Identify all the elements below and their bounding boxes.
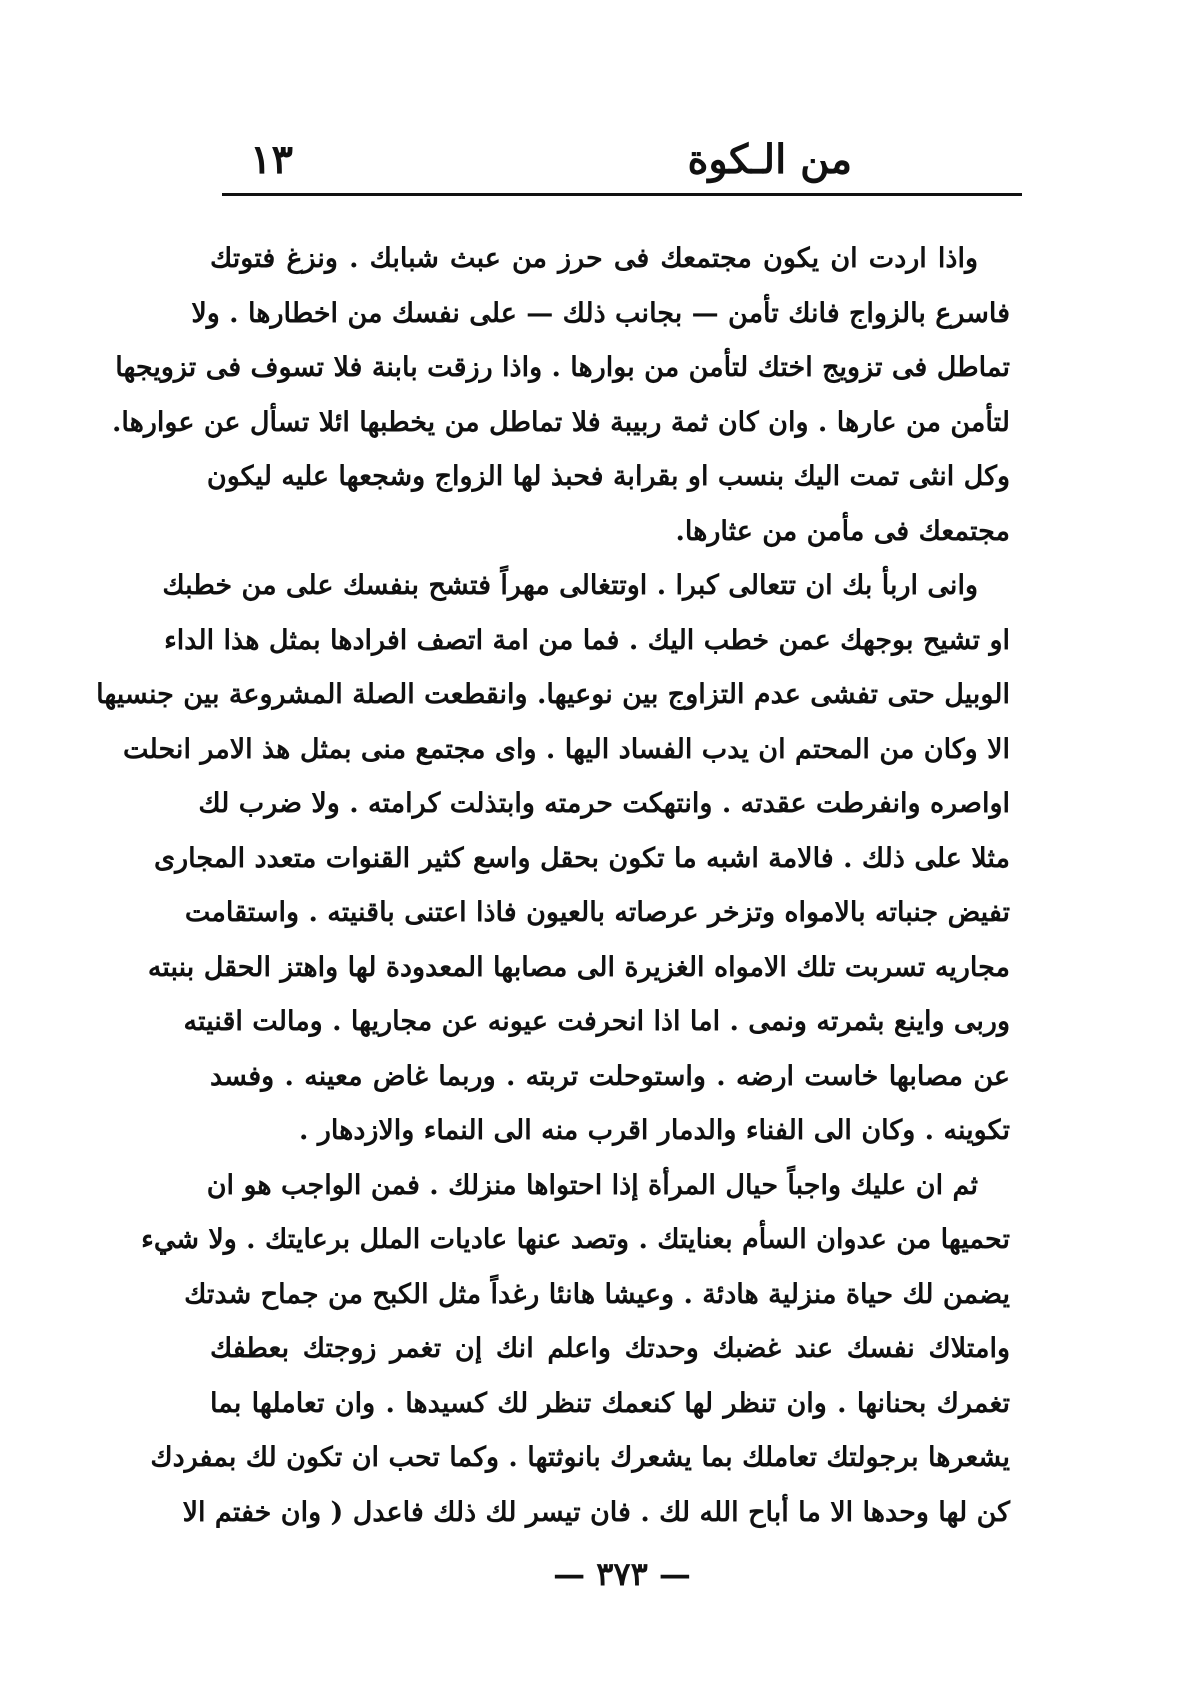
body-text [96, 232, 1010, 1540]
text-line: وكل انثى تمت اليك بنسب او بقرابة فحبذ لها الزواج وشجعها عليه ليكون [206, 461, 1010, 492]
page-header [222, 132, 1022, 188]
text-line: الوبيل حتى تفشى عدم التزاوج بين نوعيها. وانقطعت الصلة المشروعة بين جنسيها [96, 679, 1010, 710]
text-line: وربى واينع بثمرته ونمى . اما اذا انحرفت عيونه عن مجاريها . ومالت اقنيته [183, 1006, 1010, 1037]
text-line: فاسرع بالزواج فانك تأمن — بجانب ذلك — على نفسك من اخطارها . ولا [191, 297, 1010, 329]
text-line: لتأمن من عارها . وان كان ثمة ربيبة فلا تماطل من يخطبها ائلا تسأل عن عوارها. [111, 406, 1010, 438]
paragraph-2 [96, 559, 1010, 1159]
text-line: اواصره وانفرطت عقدته . وانتهكت حرمته وابتذلت كرامته . ولا ضرب لك [198, 788, 1010, 819]
text-line: واذا اردت ان يكون مجتمعك فى حرز من عبث شبابك . ونزغ فتوتك [210, 243, 978, 274]
text-line: تماطل فى تزويج اختك لتأمن من بوارها . واذا رزقت بابنة فلا تسوف فى تزويجها [115, 352, 1010, 383]
text-line: تغمرك بحنانها . وان تنظر لها كنعمك تنظر لك كسيدها . وان تعاملها بما [210, 1387, 1010, 1419]
text-line: وانى اربأ بك ان تتعالى كبرا . اوتتغالى مهراً فتشح بنفسك على من خطبك [162, 570, 978, 601]
footer-page-number: — ٣٧٣ — [553, 1555, 691, 1593]
text-line: وامتلاك نفسك عند غضبك وحدتك واعلم انك إن تغمر زوجتك بعطفك [210, 1333, 1010, 1364]
text-line: يضمن لك حياة منزلية هادئة . وعيشا هانئا رغداً مثل الكبح من جماح شدتك [184, 1278, 1010, 1310]
text-line: مجتمعك فى مأمن من عثارها. [675, 515, 1010, 547]
paragraph-3 [141, 1159, 1010, 1541]
text-line: تحميها من عدوان السأم بعنايتك . وتصد عنها عاديات الملل برعايتك . ولا شيء [141, 1224, 1010, 1255]
header-rule [222, 193, 1022, 196]
text-line: تكوينه . وكان الى الفناء والدمار اقرب منه الى النماء والازدهار . [299, 1115, 1010, 1146]
text-line: مثلا على ذلك . فالامة اشبه ما تكون بحقل واسع كثير القنوات متعدد المجارى [153, 842, 1010, 874]
header-page-number: ١٣ [250, 136, 293, 183]
text-line: مجاريه تسربت تلك الامواه الغزيرة الى مصابها المعدودة لها واهتز الحقل بنبته [147, 951, 1010, 983]
running-title: من الـكوة [687, 136, 852, 183]
text-line: كن لها وحدها الا ما أباح الله لك . فان تيسر لك ذلك فاعدل ( وان خفتم الا [182, 1496, 1010, 1528]
text-line: او تشيح بوجهك عمن خطب اليك . فما من امة اتصف افرادها بمثل هذا الداء [164, 624, 1010, 656]
text-line: يشعرها برجولتك تعاملك بما يشعرك بانوثتها . وكما تحب ان تكون لك بمفردك [150, 1442, 1010, 1473]
text-line: تفيض جنباته بالامواه وتزخر عرصاته بالعيون فاذا اعتنى باقنيته . واستقامت [184, 897, 1010, 928]
text-line: الا وكان من المحتم ان يدب الفساد اليها . واى مجتمع منى بمثل هذ الامر انحلت [123, 733, 1010, 765]
text-line: عن مصابها خاست ارضه . واستوحلت تربته . وربما غاض معينه . وفسد [210, 1060, 1010, 1092]
paragraph-1 [111, 232, 1010, 559]
text-line: ثم ان عليك واجباً حيال المرأة إذا احتواها منزلك . فمن الواجب هو ان [206, 1169, 978, 1201]
